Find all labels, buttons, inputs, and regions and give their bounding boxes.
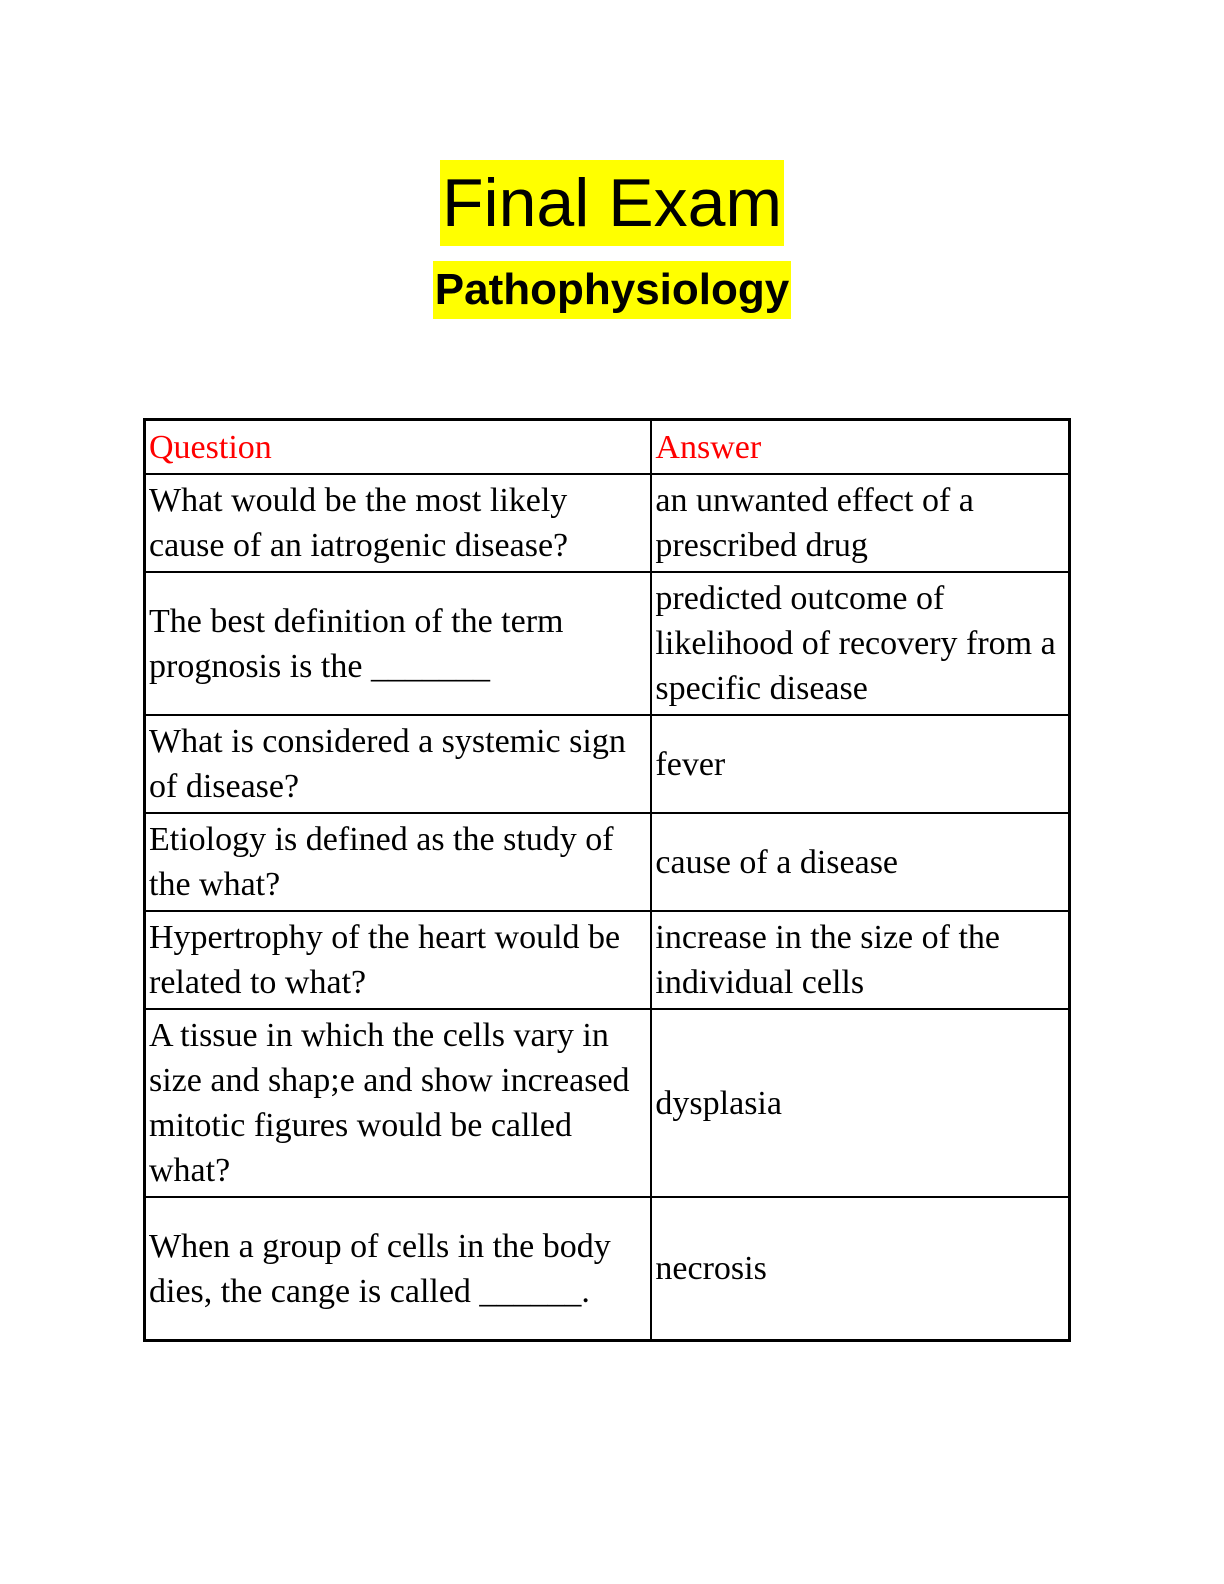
question-cell: What is considered a systemic sign of disease? xyxy=(145,715,652,813)
question-cell: When a group of cells in the body dies, the cange is called ______. xyxy=(145,1197,652,1341)
page-title: Final Exam xyxy=(440,160,784,246)
question-cell: Etiology is defined as the study of the what? xyxy=(145,813,652,911)
header-answer: Answer xyxy=(651,420,1069,475)
table-row xyxy=(145,911,1070,1009)
answer-cell: dysplasia xyxy=(651,1009,1069,1197)
qa-table xyxy=(143,418,1071,1342)
title-block xyxy=(0,160,1224,246)
header-question: Question xyxy=(145,420,652,475)
question-cell: What would be the most likely cause of an iatrogenic disease? xyxy=(145,474,652,572)
answer-cell: necrosis xyxy=(651,1197,1069,1341)
table-row xyxy=(145,474,1070,572)
question-cell: Hypertrophy of the heart would be related to what? xyxy=(145,911,652,1009)
table-row xyxy=(145,1009,1070,1197)
table-row xyxy=(145,1197,1070,1341)
table-row xyxy=(145,813,1070,911)
answer-cell: cause of a disease xyxy=(651,813,1069,911)
answer-cell: fever xyxy=(651,715,1069,813)
page-subtitle: Pathophysiology xyxy=(433,261,791,319)
answer-cell: increase in the size of the individual cells xyxy=(651,911,1069,1009)
answer-cell: an unwanted effect of a prescribed drug xyxy=(651,474,1069,572)
question-cell: A tissue in which the cells vary in size and shap;e and show increased mitotic figures would be called what? xyxy=(145,1009,652,1197)
question-cell: The best definition of the term prognosis is the _______ xyxy=(145,572,652,715)
table-row xyxy=(145,572,1070,715)
subtitle-block xyxy=(0,261,1224,319)
answer-cell: predicted outcome of likelihood of recovery from a specific disease xyxy=(651,572,1069,715)
table-row xyxy=(145,715,1070,813)
table-header-row xyxy=(145,420,1070,475)
